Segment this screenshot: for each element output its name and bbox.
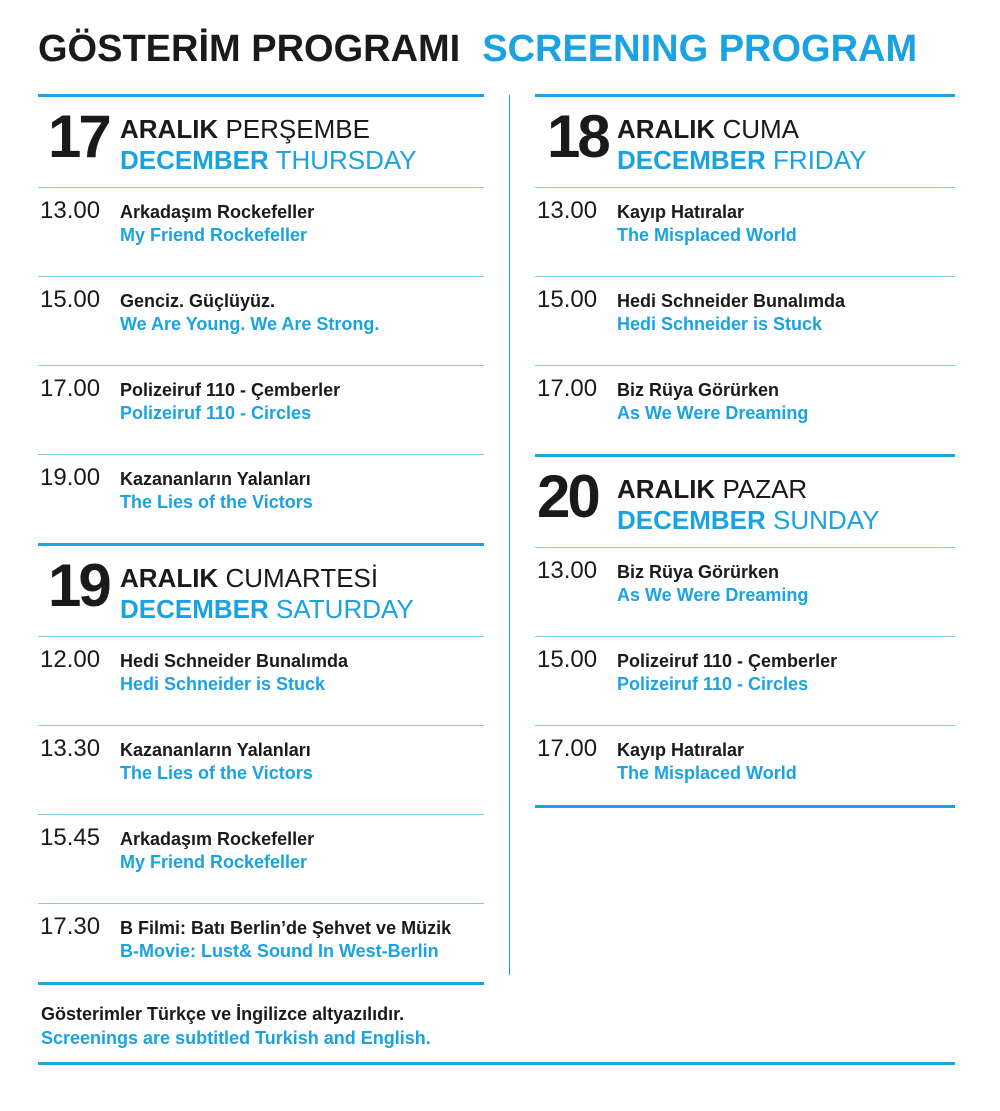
screening-slot [38, 366, 484, 455]
film-title-tr: Genciz. Güçlüyüz. [120, 291, 276, 311]
subtitle-note-tr: Gösterimler Türkçe ve İngilizce altyazılıdır. [41, 1004, 405, 1024]
screening-slot [535, 366, 955, 454]
day-number: 17 [48, 103, 109, 170]
month-tr: ARALIK [617, 114, 716, 144]
film-title-en: B-Movie: Lust& Sound In West-Berlin [120, 941, 439, 961]
day-header [535, 94, 955, 188]
month-en: DECEMBER [120, 594, 269, 624]
screening-time: 17.30 [40, 913, 101, 940]
screening-slot [535, 277, 955, 366]
film-title-en: Hedi Schneider is Stuck [120, 674, 326, 694]
film-title-tr: Arkadaşım Rockefeller [120, 202, 315, 222]
film-title-tr: Polizeiruf 110 - Çemberler [617, 651, 838, 671]
film-title-tr: Kayıp Hatıralar [617, 740, 745, 760]
day-label [120, 563, 414, 625]
weekday-tr: CUMARTESİ [225, 563, 379, 593]
screening-time: 15.00 [537, 646, 598, 673]
screening-time: 15.00 [537, 286, 598, 313]
film-title-tr: Arkadaşım Rockefeller [120, 829, 315, 849]
screening-slot [38, 277, 484, 366]
month-en: DECEMBER [617, 505, 766, 535]
day-header [38, 543, 484, 637]
column-divider [509, 95, 510, 975]
film-title-tr: Kazananların Yalanları [120, 469, 311, 489]
screening-slot [38, 637, 484, 726]
month-tr: ARALIK [120, 114, 219, 144]
day-block-19 [38, 543, 484, 992]
day-block-17 [38, 94, 484, 543]
film-title-en: Polizeiruf 110 - Circles [617, 674, 809, 694]
page-title-tr: GÖSTERİM PROGRAMI [38, 28, 461, 70]
screening-time: 17.00 [537, 735, 598, 762]
day-header [38, 94, 484, 188]
screening-time: 13.30 [40, 735, 101, 762]
film-title-en: The Lies of the Victors [120, 763, 313, 783]
day-block-18 [535, 94, 955, 454]
day-number: 18 [547, 103, 608, 170]
day-header [535, 454, 955, 548]
day-block-20 [535, 454, 955, 814]
film-title-en: As We Were Dreaming [617, 585, 809, 605]
month-tr: ARALIK [120, 563, 219, 593]
weekday-en: SATURDAY [276, 594, 414, 624]
left-column [38, 94, 484, 992]
film-title-en: Polizeiruf 110 - Circles [120, 403, 312, 423]
screening-slot [535, 188, 955, 277]
footer-line [38, 1062, 955, 1065]
film-title-en: The Misplaced World [617, 763, 797, 783]
screening-slot [535, 726, 955, 814]
weekday-en: THURSDAY [275, 145, 417, 175]
subtitle-note [41, 1002, 431, 1050]
film-title-tr: Kayıp Hatıralar [617, 202, 745, 222]
screening-slot [38, 815, 484, 904]
film-title-tr: Hedi Schneider Bunalımda [120, 651, 349, 671]
right-column [535, 94, 955, 814]
screening-time: 12.00 [40, 646, 101, 673]
film-title-en: We Are Young. We Are Strong. [120, 314, 380, 334]
month-en: DECEMBER [120, 145, 269, 175]
month-tr: ARALIK [617, 474, 716, 504]
screening-slot [535, 548, 955, 637]
screening-slot [38, 904, 484, 992]
film-title-tr: Biz Rüya Görürken [617, 380, 780, 400]
day-number: 19 [48, 552, 109, 619]
day-label [120, 114, 417, 176]
screening-slot [535, 637, 955, 726]
weekday-en: SUNDAY [773, 505, 880, 535]
screening-time: 15.00 [40, 286, 101, 313]
screening-time: 17.00 [537, 375, 598, 402]
month-en: DECEMBER [617, 145, 766, 175]
left-column-end-line [38, 982, 484, 985]
screening-time: 13.00 [537, 197, 598, 224]
film-title-en: My Friend Rockefeller [120, 225, 308, 245]
film-title-en: My Friend Rockefeller [120, 852, 308, 872]
film-title-en: Hedi Schneider is Stuck [617, 314, 823, 334]
screening-time: 13.00 [40, 197, 101, 224]
film-title-tr: Biz Rüya Görürken [617, 562, 780, 582]
right-column-end-line [535, 805, 955, 808]
film-title-tr: Hedi Schneider Bunalımda [617, 291, 846, 311]
film-title-tr: Polizeiruf 110 - Çemberler [120, 380, 341, 400]
day-number: 20 [537, 463, 598, 530]
screening-time: 17.00 [40, 375, 101, 402]
page-title-en: SCREENING PROGRAM [482, 28, 918, 70]
screening-slot [38, 188, 484, 277]
screening-slot [38, 455, 484, 543]
film-title-en: The Misplaced World [617, 225, 797, 245]
weekday-en: FRIDAY [773, 145, 867, 175]
subtitle-note-en: Screenings are subtitled Turkish and English. [41, 1028, 431, 1048]
screening-slot [38, 726, 484, 815]
weekday-tr: PERŞEMBE [225, 114, 370, 144]
weekday-tr: CUMA [722, 114, 800, 144]
page-title [38, 28, 917, 71]
screening-time: 19.00 [40, 464, 101, 491]
film-title-tr: Kazananların Yalanları [120, 740, 311, 760]
film-title-en: As We Were Dreaming [617, 403, 809, 423]
screening-time: 15.45 [40, 824, 101, 851]
film-title-en: The Lies of the Victors [120, 492, 313, 512]
screening-time: 13.00 [537, 557, 598, 584]
day-label [617, 474, 879, 536]
day-label [617, 114, 866, 176]
film-title-tr: B Filmi: Batı Berlin’de Şehvet ve Müzik [120, 918, 452, 938]
weekday-tr: PAZAR [722, 474, 808, 504]
